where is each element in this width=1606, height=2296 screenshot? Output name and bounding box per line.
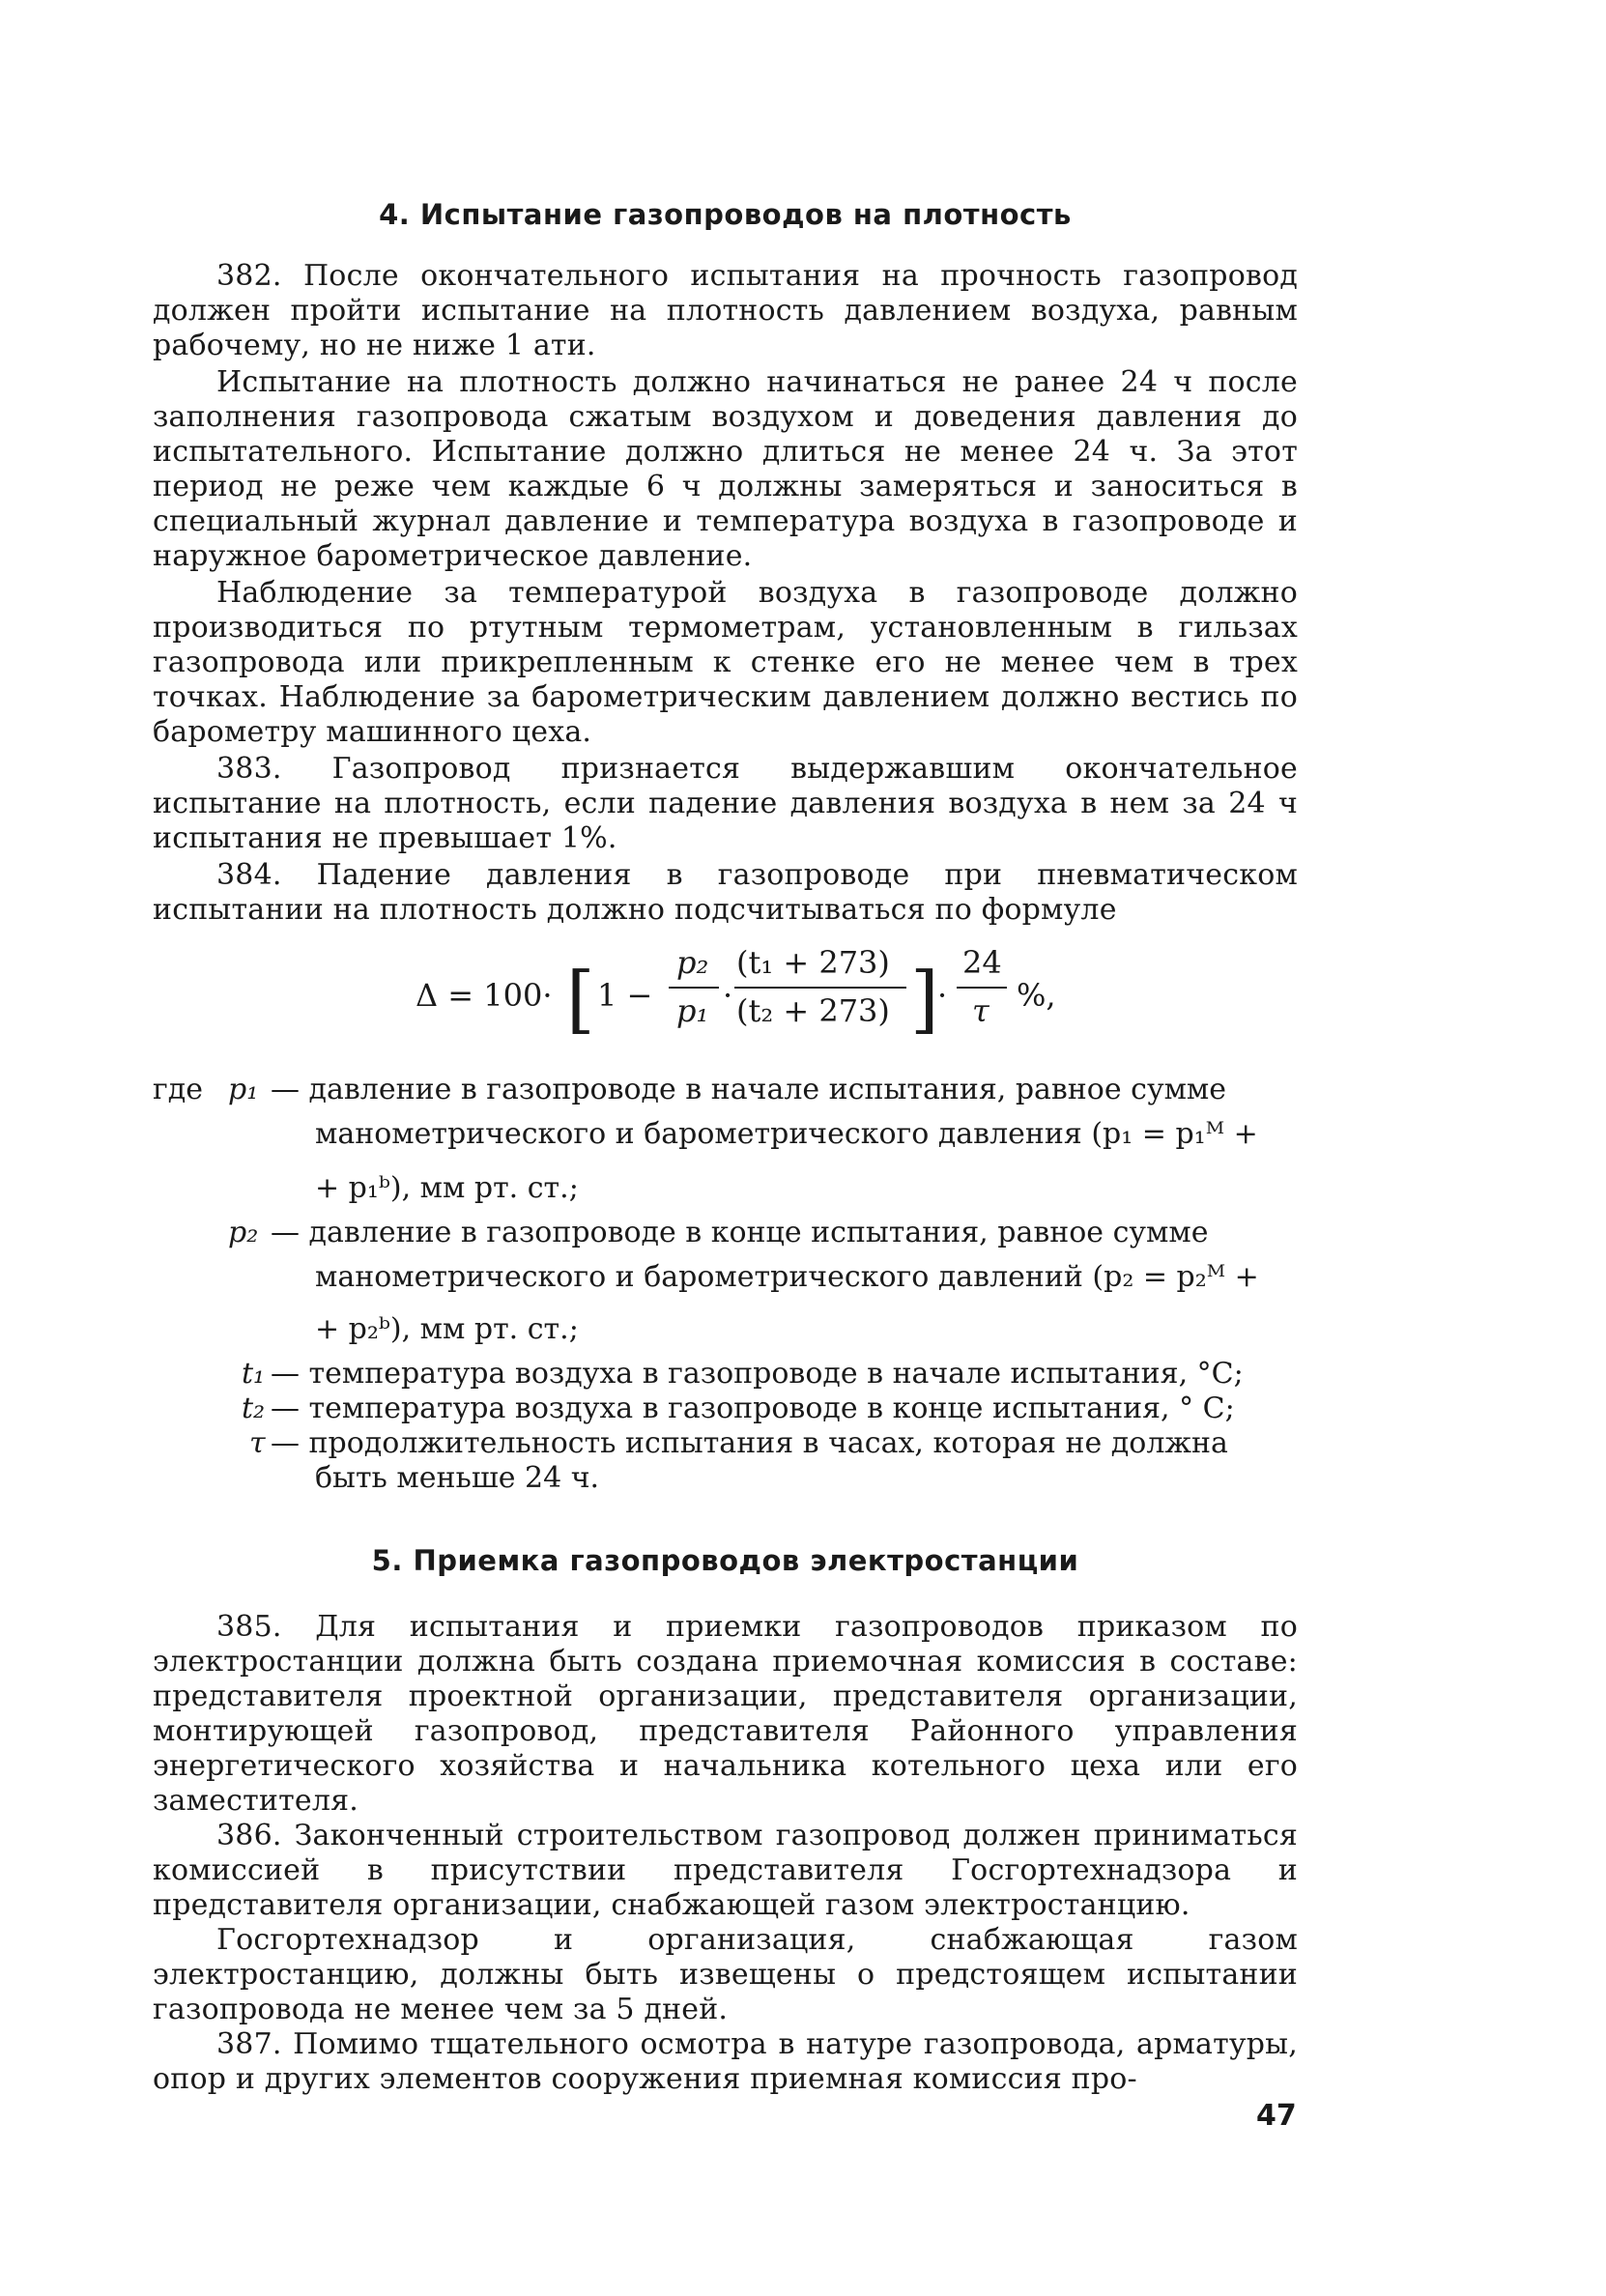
formula-fraction-line-temperature bbox=[734, 987, 906, 989]
formula-fraction-line-time bbox=[957, 987, 1007, 989]
formula-p2: p₂ bbox=[676, 944, 709, 981]
paragraph-382: 382. После окончательного испытания на прочность газопровод должен пройти испытание на плотность давлением воздуха, равным рабочему, но не ниже 1 ати. bbox=[153, 259, 1298, 362]
formula-tau: τ bbox=[972, 992, 989, 1029]
paragraph-382-observation: Наблюдение за температурой воздуха в газопроводе должно производиться по ртутным термометрам, установленным в гильзах газопровода или прикрепленным к стенке его не менее чем в трех точках. Наблюдение за барометрическим давлением должно вестись по барометру машинного цеха. bbox=[153, 576, 1298, 749]
definition-t2-symbol: t₂ bbox=[242, 1392, 266, 1425]
paragraph-386-notice: Госгортехнадзор и организация, снабжающая газом электростанцию, должны быть извещены о предстоящем испытании газопровода не менее чем за 5 дней. bbox=[153, 1923, 1298, 2026]
definition-p1-symbol: p₁ bbox=[228, 1073, 259, 1106]
definition-t2-text: — температура воздуха в газопроводе в конце испытания, ° С; bbox=[271, 1392, 1235, 1425]
formula-p1: p₁ bbox=[676, 992, 709, 1029]
formula-percent: %, bbox=[1017, 977, 1056, 1014]
formula-t1-273: (t₁ + 273) bbox=[736, 944, 890, 981]
section-5-heading: 5. Приемка газопроводов электростанции bbox=[371, 1544, 1079, 1577]
formula-t2-273: (t₂ + 273) bbox=[736, 992, 890, 1029]
definition-t1-text: — температура воздуха в газопроводе в начале испытания, °С; bbox=[271, 1357, 1244, 1391]
pressure-drop-formula bbox=[416, 942, 1092, 1048]
definition-where: где bbox=[153, 1073, 203, 1106]
formula-24: 24 bbox=[962, 944, 1002, 981]
definition-p1-line3: + p₁ᵇ), мм рт. ст.; bbox=[315, 1171, 579, 1205]
formula-fraction-line-pressure bbox=[669, 987, 719, 989]
formula-lhs: Δ = 100· bbox=[416, 977, 553, 1014]
paragraph-387: 387. Помимо тщательного осмотра в натуре газопровода, арматуры, опор и других элементов сооружения приемная комиссия про- bbox=[153, 2027, 1298, 2096]
definition-p1-line2: манометрического и барометрического давления (p₁ = p₁ᴹ + bbox=[315, 1117, 1258, 1151]
formula-one-minus: 1 − bbox=[597, 977, 653, 1014]
paragraph-382-testing: Испытание на плотность должно начинаться не ранее 24 ч после заполнения газопровода сжатым воздухом и доведения давления до испытательного. Испытание должно длиться не менее 24 ч. За этот период не реже чем каждые 6 ч должны замеряться и заноситься в специальный журнал давление и температура воздуха в газопроводе и наружное барометрическое давление. bbox=[153, 365, 1298, 573]
definition-p1-line1: — давление в газопроводе в начале испытания, равное сумме bbox=[271, 1073, 1227, 1106]
formula-bracket-open: [ bbox=[566, 956, 595, 1042]
definition-tau-line2: быть меньше 24 ч. bbox=[315, 1461, 600, 1495]
definition-tau-line1: — продолжительность испытания в часах, которая не должна bbox=[271, 1426, 1228, 1460]
page-number: 47 bbox=[1256, 2099, 1297, 2133]
section-4-heading: 4. Испытание газопроводов на плотность bbox=[379, 198, 1072, 231]
formula-bracket-close: ] bbox=[910, 956, 939, 1042]
paragraph-384: 384. Падение давления в газопроводе при пневматическом испытании на плотность должно подсчитываться по формуле bbox=[153, 858, 1298, 927]
definition-p2-symbol: p₂ bbox=[228, 1216, 259, 1249]
definition-p2-line1: — давление в газопроводе в конце испытания, равное сумме bbox=[271, 1216, 1209, 1249]
formula-dot-2: · bbox=[937, 977, 948, 1014]
paragraph-385: 385. Для испытания и приемки газопроводов приказом по электростанции должна быть создана приемочная комиссия в составе: представителя проектной организации, представителя организации, монтирующей газопровод, представителя Районного управления энергетического хозяйства и начальника котельного цеха или его заместителя. bbox=[153, 1610, 1298, 1818]
definition-t1-symbol: t₁ bbox=[242, 1357, 266, 1391]
definition-p2-line3: + p₂ᵇ), мм рт. ст.; bbox=[315, 1312, 579, 1346]
paragraph-386: 386. Законченный строительством газопровод должен приниматься комиссией в присутствии представителя Госгортехнадзора и представителя организации, снабжающей газом электростанцию. bbox=[153, 1819, 1298, 1922]
definition-tau-symbol: τ bbox=[249, 1426, 266, 1460]
formula-dot: · bbox=[723, 977, 733, 1014]
paragraph-383: 383. Газопровод признается выдержавшим окончательное испытание на плотность, если падение давления воздуха в нем за 24 ч испытания не превышает 1%. bbox=[153, 752, 1298, 855]
definition-p2-line2: манометрического и барометрического давлений (p₂ = p₂ᴹ + bbox=[315, 1260, 1259, 1294]
